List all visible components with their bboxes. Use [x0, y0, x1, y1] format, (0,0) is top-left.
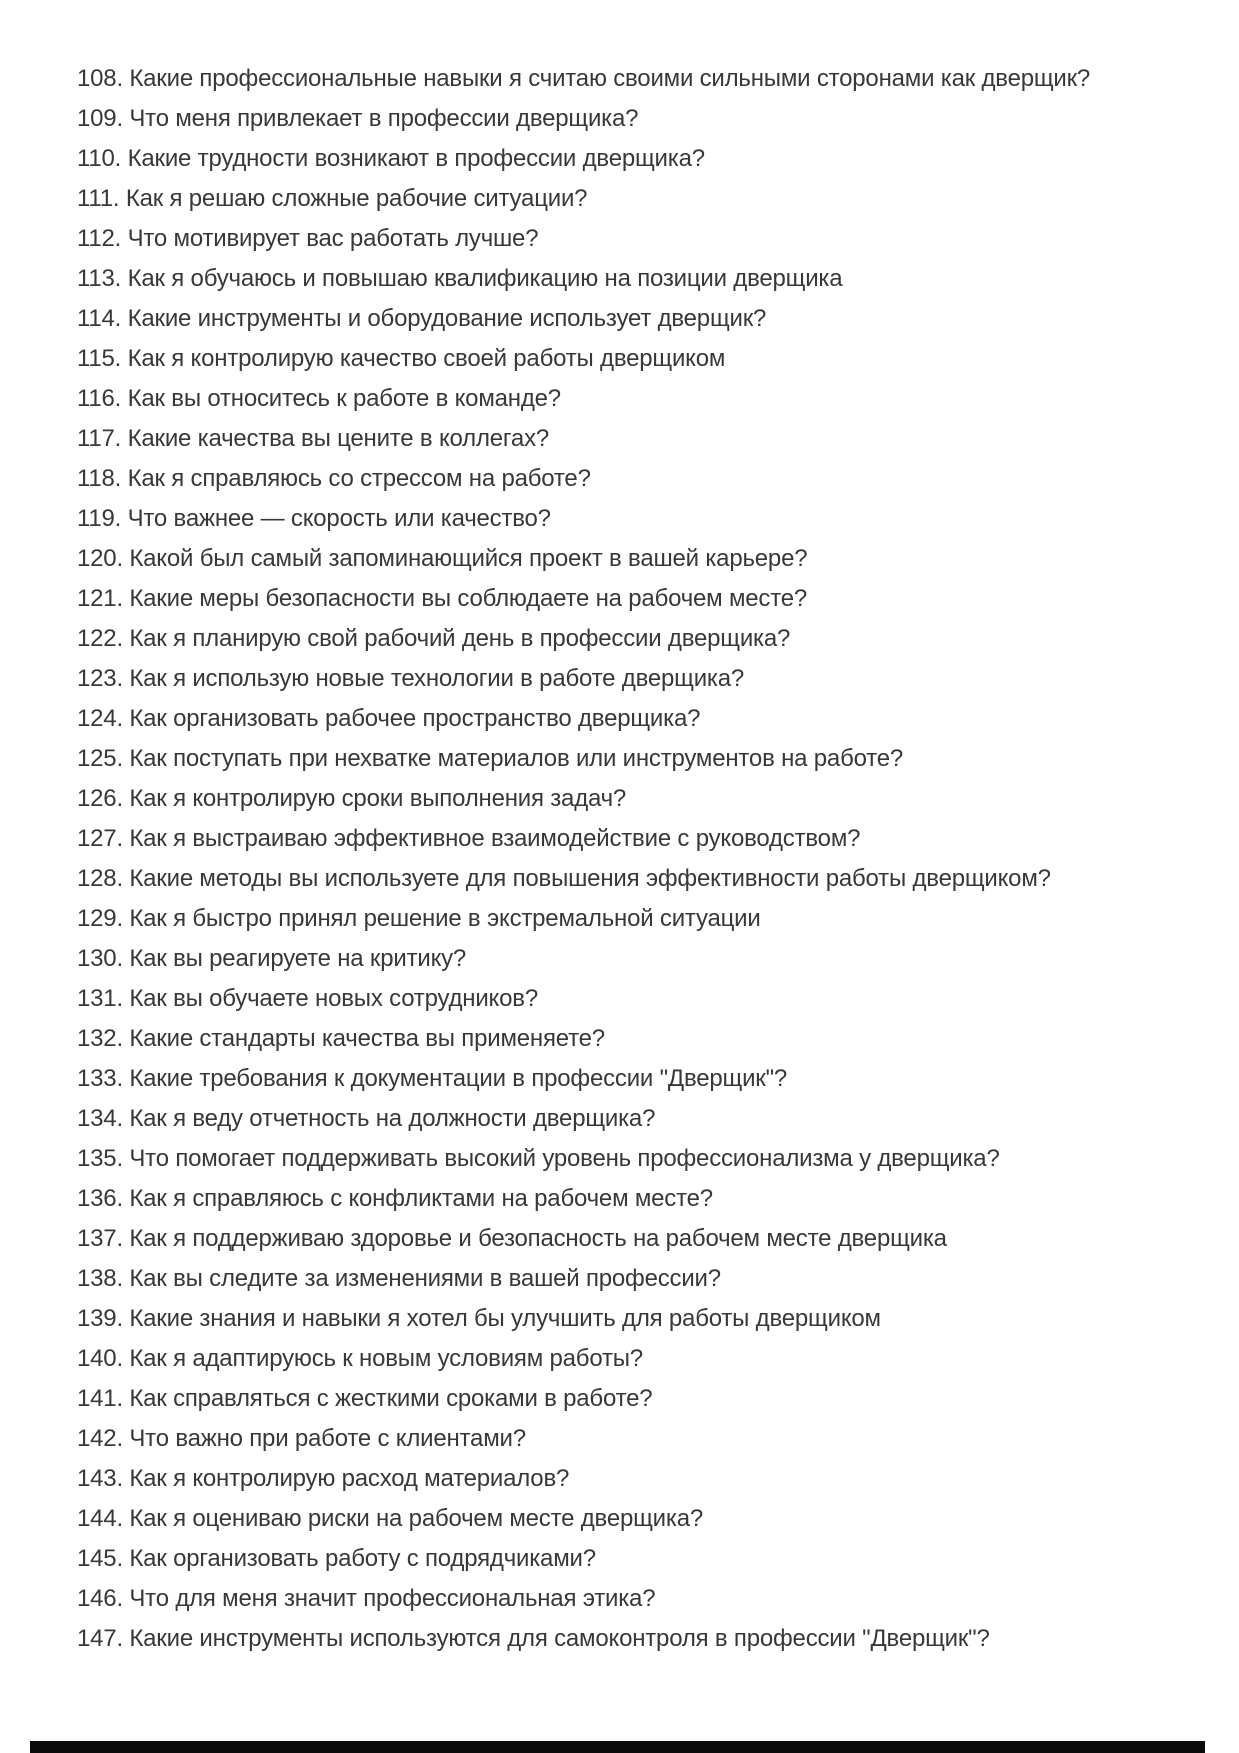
list-item: 114. Какие инструменты и оборудование использует дверщик?: [77, 305, 767, 332]
list-item: 140. Как я адаптируюсь к новым условиям работы?: [77, 1345, 643, 1372]
list-item: 122. Как я планирую свой рабочий день в профессии дверщика?: [77, 625, 791, 652]
list-item: 146. Что для меня значит профессиональная этика?: [77, 1585, 656, 1612]
list-item: 136. Как я справляюсь с конфликтами на рабочем месте?: [77, 1185, 713, 1212]
list-item: 119. Что важнее — скорость или качество?: [77, 505, 551, 532]
list-item: 144. Как я оцениваю риски на рабочем месте дверщика?: [77, 1505, 703, 1532]
list-item: 115. Как я контролирую качество своей работы дверщиком: [77, 345, 726, 372]
bottom-bar: [30, 1741, 1205, 1753]
list-item: 108. Какие профессиональные навыки я считаю своими сильными сторонами как дверщик?: [77, 65, 1091, 92]
list-item: 117. Какие качества вы цените в коллегах?: [77, 425, 550, 452]
list-item: 145. Как организовать работу с подрядчиками?: [77, 1545, 596, 1572]
list-item: 118. Как я справляюсь со стрессом на работе?: [77, 465, 591, 492]
list-item: 147. Какие инструменты используются для самоконтроля в профессии "Дверщик"?: [77, 1625, 990, 1652]
list-item: 125. Как поступать при нехватке материалов или инструментов на работе?: [77, 745, 904, 772]
list-item: 110. Какие трудности возникают в профессии дверщика?: [77, 145, 705, 172]
list-item: 132. Какие стандарты качества вы применяете?: [77, 1025, 605, 1052]
list-item: 143. Как я контролирую расход материалов?: [77, 1465, 570, 1492]
list-item: 113. Как я обучаюсь и повышаю квалификацию на позиции дверщика: [77, 265, 843, 292]
list-item: 127. Как я выстраиваю эффективное взаимодействие с руководством?: [77, 825, 861, 852]
list-item: 109. Что меня привлекает в профессии дверщика?: [77, 105, 639, 132]
list-item: 131. Как вы обучаете новых сотрудников?: [77, 985, 538, 1012]
list-item: 139. Какие знания и навыки я хотел бы улучшить для работы дверщиком: [77, 1305, 881, 1332]
list-item: 120. Какой был самый запоминающийся проект в вашей карьере?: [77, 545, 808, 572]
list-item: 121. Какие меры безопасности вы соблюдаете на рабочем месте?: [77, 585, 808, 612]
list-item: 128. Какие методы вы используете для повышения эффективности работы дверщиком?: [77, 865, 1051, 892]
list-item: 112. Что мотивирует вас работать лучше?: [77, 225, 539, 252]
list-item: 123. Как я использую новые технологии в работе дверщика?: [77, 665, 745, 692]
list-item: 116. Как вы относитесь к работе в команде?: [77, 385, 561, 412]
list-item: 133. Какие требования к документации в профессии "Дверщик"?: [77, 1065, 788, 1092]
list-item: 126. Как я контролирую сроки выполнения задач?: [77, 785, 627, 812]
list-item: 124. Как организовать рабочее пространство дверщика?: [77, 705, 701, 732]
list-item: 138. Как вы следите за изменениями в вашей профессии?: [77, 1265, 721, 1292]
list-item: 111. Как я решаю сложные рабочие ситуации?: [77, 185, 588, 212]
list-item: 129. Как я быстро принял решение в экстремальной ситуации: [77, 905, 761, 932]
list-item: 130. Как вы реагируете на критику?: [77, 945, 467, 972]
list-item: 141. Как справляться с жесткими сроками в работе?: [77, 1385, 653, 1412]
list-item: 142. Что важно при работе с клиентами?: [77, 1425, 526, 1452]
list-item: 135. Что помогает поддерживать высокий уровень профессионализма у дверщика?: [77, 1145, 1000, 1172]
list-item: 134. Как я веду отчетность на должности дверщика?: [77, 1105, 656, 1132]
list-item: 137. Как я поддерживаю здоровье и безопасность на рабочем месте дверщика: [77, 1225, 947, 1252]
